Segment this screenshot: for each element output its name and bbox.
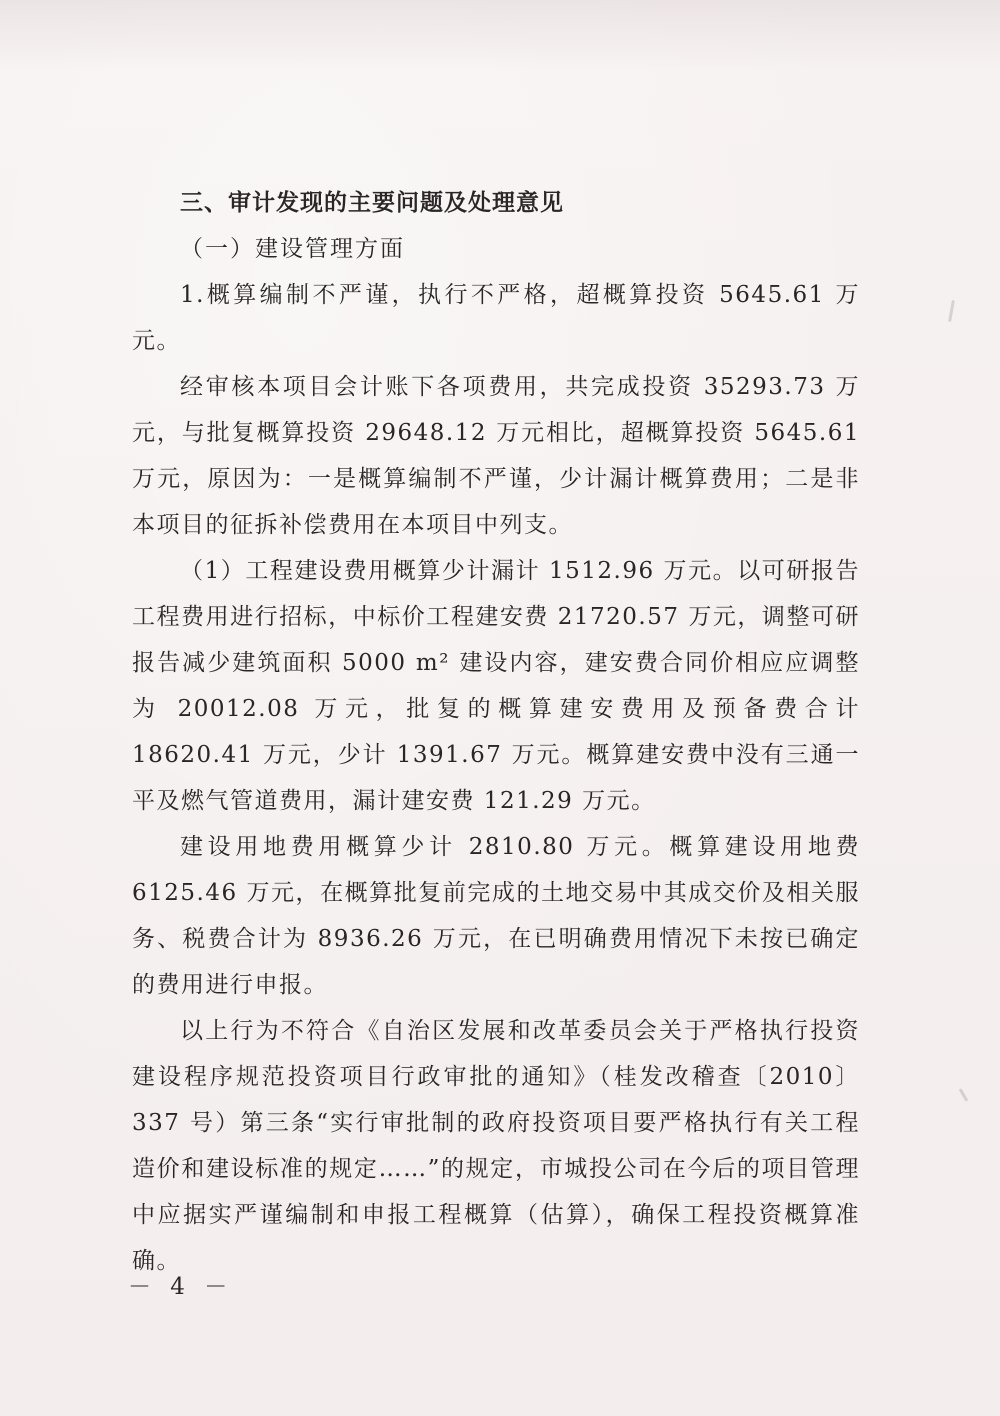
scan-shadow: [0, 0, 1000, 70]
document-body: [132, 180, 860, 1284]
page-number: － 4 －: [128, 1274, 234, 1300]
subsection-heading: （一）建设管理方面: [180, 236, 405, 262]
scan-mark: [948, 300, 955, 322]
paragraph-2: 经审核本项目会计账下各项费用，共完成投资 35293.73 万元，与批复概算投资 29648.12 万元相比，超概算投资 5645.61 万元，原因为：一是概算编制不严谨，少计漏计概算费用；二是非本项目的征拆补偿费用在本项目中列支。: [132, 374, 860, 538]
scan-mark: [959, 1088, 969, 1102]
paragraph-4: 建设用地费用概算少计 2810.80 万元。概算建设用地费 6125.46 万元，在概算批复前完成的土地交易中其成交价及相关服务、税费合计为 8936.26 万元，在已明确费用情况下未按已确定的费用进行申报。: [132, 834, 860, 998]
section-heading: 三、审计发现的主要问题及处理意见: [180, 190, 564, 216]
paragraph-5: 以上行为不符合《自治区发展和改革委员会关于严格执行投资建设程序规范投资项目行政审批的通知》（桂发改稽查〔2010〕337 号）第三条“实行审批制的政府投资项目要严格执行有关工程造价和建设标准的规定……”的规定，市城投公司在今后的项目管理中应据实严谨编制和申报工程概算（估算），确保工程投资概算准确。: [132, 1018, 860, 1274]
paragraph-3: （1）工程建设费用概算少计漏计 1512.96 万元。以可研报告工程费用进行招标，中标价工程建安费 21720.57 万元，调整可研报告减少建筑面积 5000 m² 建设内容，建安费合同价相应应调整为 20012.08 万元，批复的概算建安费用及预备费合计 18620.41 万元，少计 1391.67 万元。概算建安费中没有三通一平及燃气管道费用，漏计建安费 121.29 万元。: [132, 558, 860, 814]
paragraph-1: 1.概算编制不严谨，执行不严格，超概算投资 5645.61 万元。: [132, 282, 860, 354]
